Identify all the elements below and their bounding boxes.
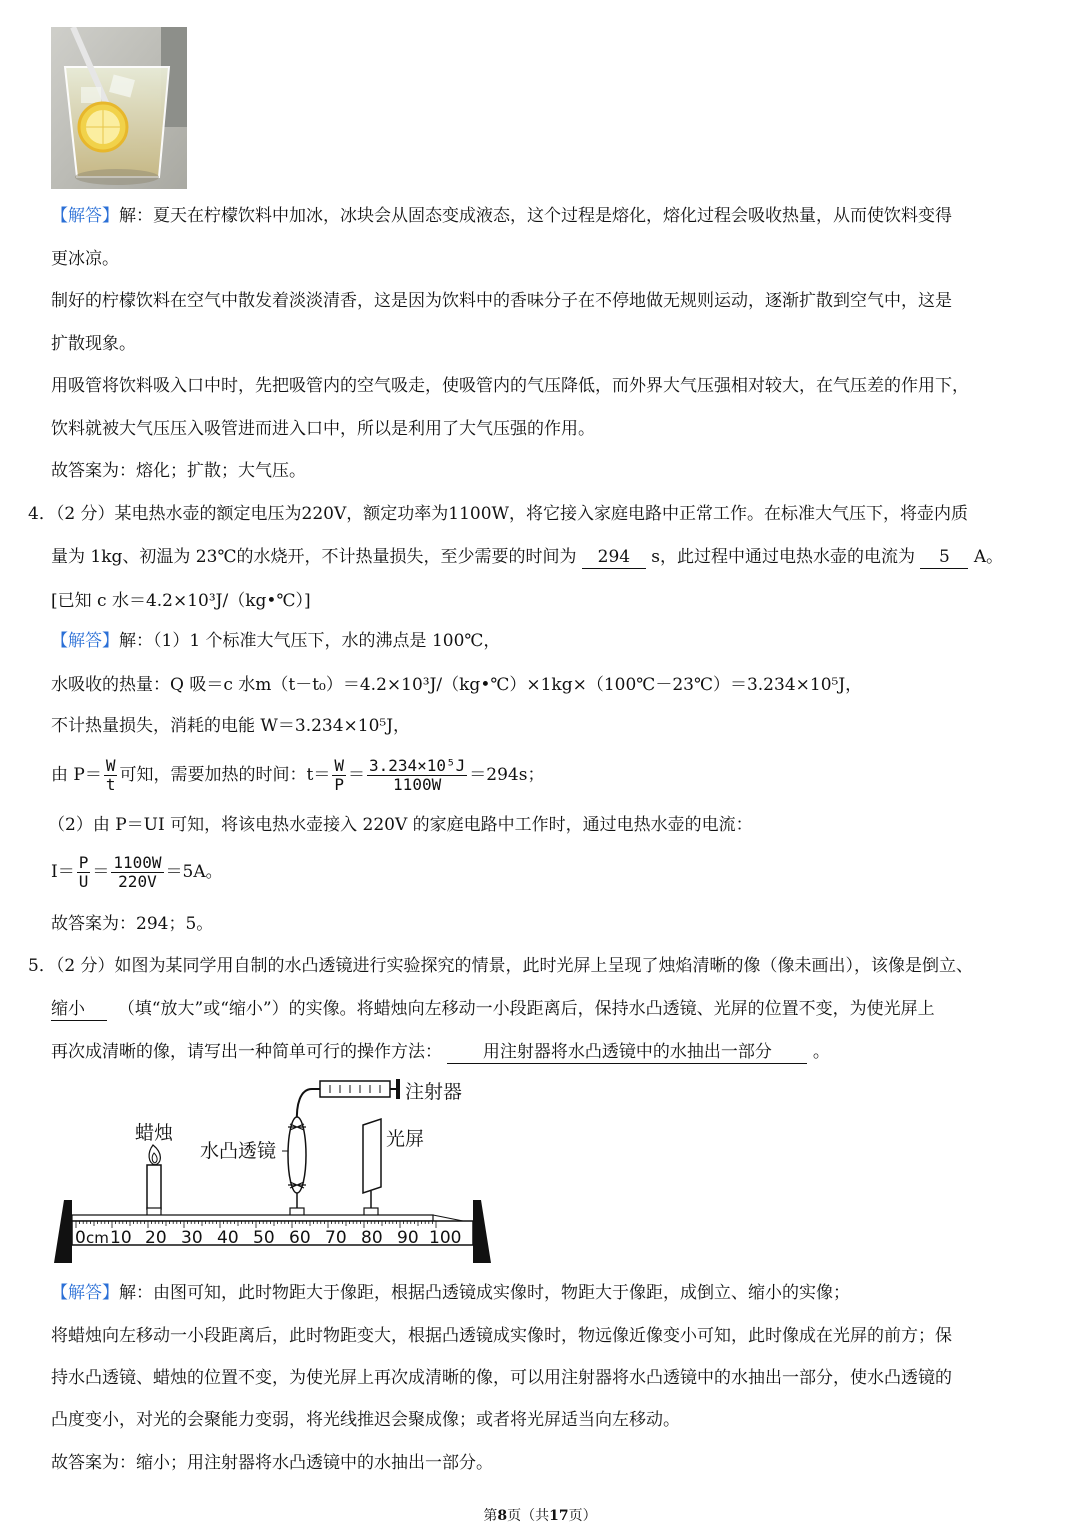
scale-label: 60 [289,1228,311,1248]
q5-analysis-line-1: 【解答】解：由图可知，此时物距大于像距，根据凸透镜成实像时，物距大于像距，成倒立、缩小的实像； [51,1283,850,1303]
q4-answer: 故答案为：294；5。 [51,914,214,934]
fraction-w-over-p: $\frac{W}{P}$ [334,756,344,794]
question-number: 5． [28,956,56,976]
label-candle: 蜡烛 [135,1122,174,1144]
label-syringe: 注射器 [405,1081,463,1103]
candle [147,1145,161,1216]
q5-question-line-1: 5．（2 分）如图为某同学用自制的水凸透镜进行实验探究的情景，此时光屏上呈现了烛焰清晰的像（像未画出），该像是倒立、 [28,956,974,976]
scale-label: 50 [253,1228,275,1248]
lemonade-photo [51,27,187,189]
question-number: 4． [28,504,56,524]
q4-question-line-2: 量为 1kg、初温为 23℃的水烧开，不计热量损失，至少需要的时间为 294 s，此过程中通过电热水壶的电流为 5 A。 [51,547,1004,567]
scale-label: 100 [429,1228,462,1248]
scale-label: 90 [397,1228,419,1248]
scale-label: 20 [145,1228,167,1248]
q5-analysis-line-3: 持水凸透镜、蜡烛的位置不变，为使光屏上再次成清晰的像，可以用注射器将水凸透镜中的水抽出一部分，使水凸透镜的 [51,1368,952,1388]
answer-blank-image-size: 缩小 [51,998,107,1021]
q5-question-line-3: 再次成清晰的像，请写出一种简单可行的操作方法： 用注射器将水凸透镜中的水抽出一部分 。 [51,1042,830,1062]
q3-analysis-line-2: 更冰凉。 [51,249,119,269]
light-screen [363,1119,381,1216]
analysis-tag: 【解答】 [51,206,119,226]
lens-experiment-figure [50,1075,495,1267]
analysis-tag: 【解答】 [51,631,119,651]
q3-analysis-line-3: 制好的柠檬饮料在空气中散发着淡淡清香，这是因为饮料中的香味分子在不停地做无规则运动，逐渐扩散到空气中，这是 [51,291,952,311]
q4-analysis-line-5: （2）由 P＝UI 可知，将该电热水壶接入 220V 的家庭电路中工作时，通过电热水壶的电流： [48,815,753,835]
current-page-number: 8 [497,1508,508,1524]
scale-label: 70 [325,1228,347,1248]
q5-question-line-2: 缩小 （填“放大”或“缩小”）的实像。将蜡烛向左移动一小段距离后，保持水凸透镜、光屏的位置不变，为使光屏上 [51,999,935,1019]
q4-analysis-line-6: I＝ $\frac{P}{U}$ ＝ $\frac{1100W}{220V}$ ＝5A。 [51,853,223,891]
analysis-tag: 【解答】 [51,1283,119,1303]
total-page-count: 17 [549,1508,569,1524]
q3-analysis-line-5: 用吸管将饮料吸入口中时，先把吸管内的空气吸走，使吸管内的气压降低，而外界大气压强相对较大，在气压差的作用下， [51,376,969,396]
answer-blank-method: 用注射器将水凸透镜中的水抽出一部分 [447,1041,807,1064]
scale-label: 30 [181,1228,203,1248]
q5-analysis-line-2: 将蜡烛向左移动一小段距离后，此时物距变大，根据凸透镜成实像时，物远像近像变小可知，此时像成在光屏的前方；保 [51,1326,952,1346]
q4-analysis-line-2: 水吸收的热量：Q 吸＝c 水m（t－t₀）＝4.2×10³J/（kg•℃）×1kg×（100℃－23℃）＝3.234×10⁵J， [51,675,863,695]
q4-analysis-line-1: 【解答】解：（1）1 个标准大气压下，水的沸点是 100℃， [51,631,501,651]
scale-label: cm [86,1229,109,1247]
q4-question-line-1: 4．（2 分）某电热水壶的额定电压为220V，额定功率为1100W，将它接入家庭电路中正常工作。在标准大气压下，将壶内质 [28,504,969,524]
answer-blank-time: 294 [582,546,646,569]
scale-label: 40 [217,1228,239,1248]
fraction-energy-over-power: $\frac{\text{3.234×10⁵J}}{1100W}$ [368,756,466,794]
answer-blank-current: 5 [920,546,968,569]
q3-analysis-line-1: 【解答】解：夏天在柠檬饮料中加冰，冰块会从固态变成液态，这个过程是熔化，熔化过程会吸收热量，从而使饮料变得 [51,206,952,226]
q5-answer: 故答案为：缩小；用注射器将水凸透镜中的水抽出一部分。 [51,1453,493,1473]
fraction-p-over-u: $\frac{P}{U}$ [78,853,89,891]
fraction-power-over-voltage: $\frac{1100W}{220V}$ [113,853,162,891]
scale-label: 80 [361,1228,383,1248]
q4-question-line-3: [已知 c 水＝4.2×10³J/（kg•℃）] [51,591,311,611]
water-lens [288,1117,306,1216]
label-lens: 水凸透镜 [200,1140,277,1162]
q3-analysis-line-6: 饮料就被大气压压入吸管进而进入口中，所以是利用了大气压强的作用。 [51,419,595,439]
q3-analysis-line-4: 扩散现象。 [51,334,136,354]
syringe [297,1079,400,1123]
scale-label: 0 [75,1228,86,1248]
q5-analysis-line-4: 凸度变小，对光的会聚能力变弱，将光线推迟会聚成像；或者将光屏适当向左移动。 [51,1410,680,1430]
q3-answer: 故答案为：熔化；扩散；大气压。 [51,461,306,481]
page-footer: 第8页（共17页） [483,1508,597,1524]
label-screen: 光屏 [386,1128,425,1150]
q4-analysis-line-3: 不计热量损失，消耗的电能 W＝3.234×10⁵J， [51,716,411,736]
q4-analysis-line-4: 由 P＝ $\frac{W}{t}$ 可知，需要加热的时间：t＝ $\frac{W}{P}$ ＝ $\frac{\text{3.234×10⁵J}}{1100W}$ ＝294s； [51,756,545,794]
scale-label: 10 [110,1228,132,1248]
fraction-w-over-t: $\frac{W}{t}$ [105,756,116,794]
